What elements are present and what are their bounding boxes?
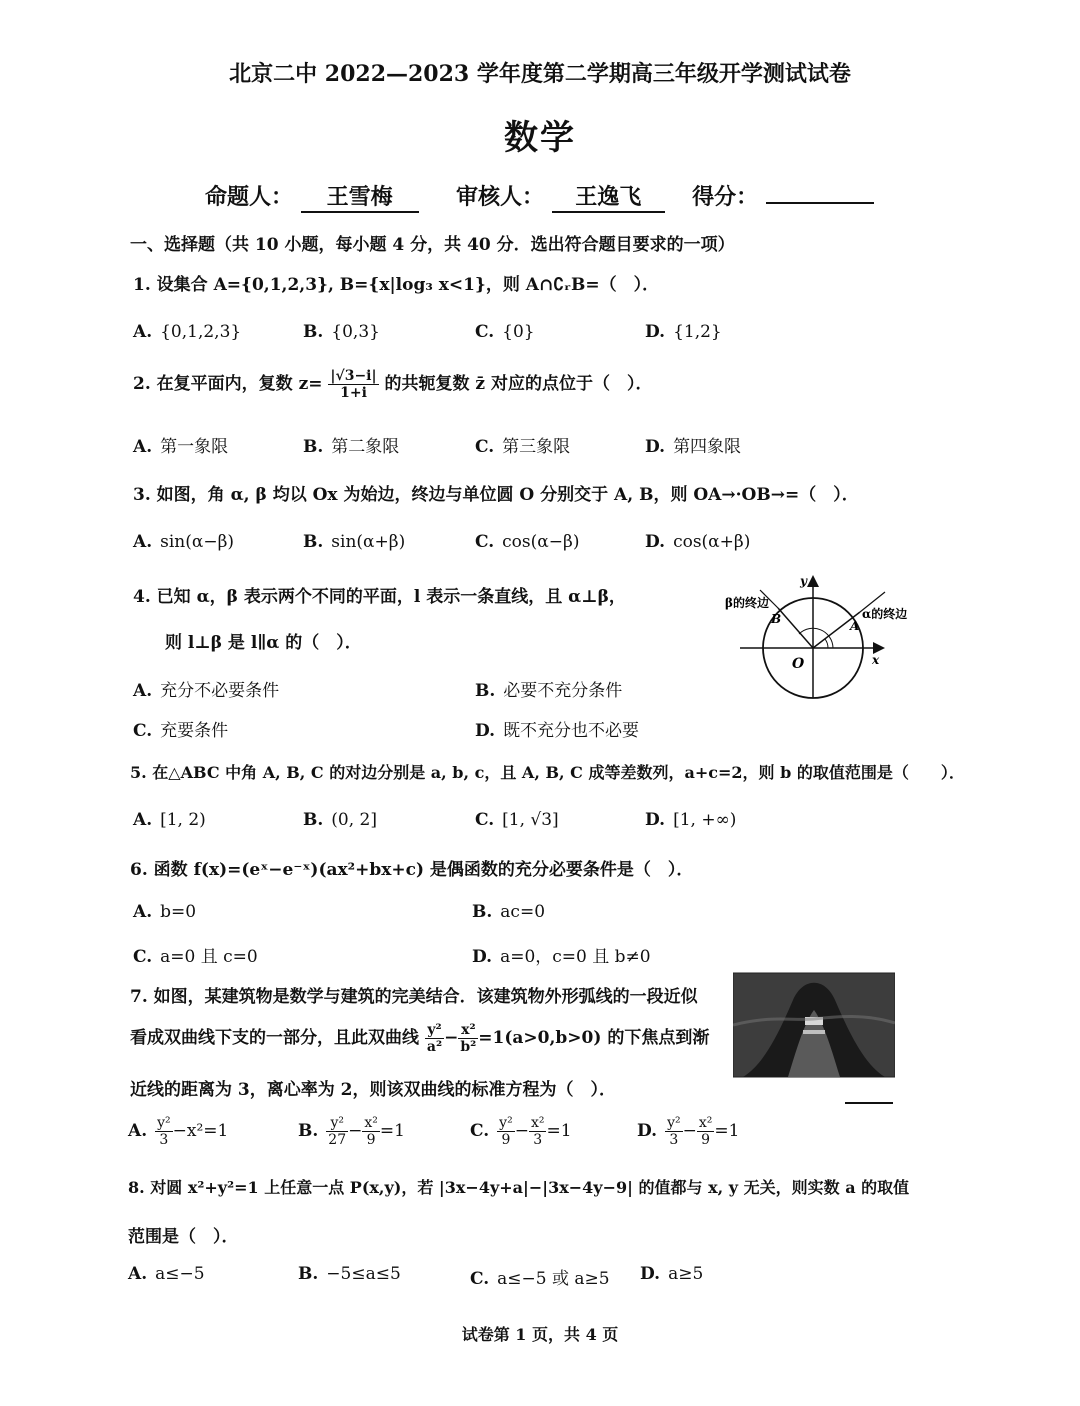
exam-meta xyxy=(205,180,874,213)
q8-option-d[interactable]: D. a≥5 xyxy=(640,1264,704,1284)
q4-option-a[interactable]: A. 充分不必要条件 xyxy=(133,681,280,701)
q5-option-c[interactable]: C. [1, √3] xyxy=(475,810,559,830)
q7-stem-line2: 看成双曲线下支的一部分，且此双曲线 $\frac{\text{y²}}{\text{a²}}$ − $\frac{\text{x²}}{\text{b²}}$ =1(a>0,b>0) 的下焦点到渐 xyxy=(130,1022,710,1055)
section-heading: 一、选择题（共 10 小题，每小题 4 分，共 40 分．选出符合题目要求的一项） xyxy=(130,235,735,255)
q1-option-b[interactable]: B. {0,3} xyxy=(303,322,380,342)
q7-option-b[interactable]: B. $\frac{\text{y²}}{27}$ − $\frac{\text{x²}}{9}$ =1 xyxy=(298,1115,405,1148)
q7-stem-line1: 7. 如图，某建筑物是数学与建筑的完美结合．该建筑物外形弧线的一段近似 xyxy=(130,987,698,1007)
q4-option-c[interactable]: C. 充要条件 xyxy=(133,721,229,741)
q5-stem: 5. 在△ABC 中角 A, B, C 的对边分别是 a, b, c，且 A, B, C 成等差数列，a+c=2，则 b 的取值范围是（ ）． xyxy=(130,763,965,782)
q2-option-d[interactable]: D. 第四象限 xyxy=(645,437,742,457)
q4-option-b[interactable]: B. 必要不充分条件 xyxy=(475,681,623,701)
q6-option-c[interactable]: C. a=0 且 c=0 xyxy=(133,947,258,967)
q5-option-b[interactable]: B. (0, 2] xyxy=(303,810,378,830)
q3-option-a[interactable]: A. sin(α−β) xyxy=(133,532,235,552)
q2-option-b[interactable]: B. 第二象限 xyxy=(303,437,400,457)
q8-option-b[interactable]: B. −5≤a≤5 xyxy=(298,1264,401,1284)
q1-option-a[interactable]: A. {0,1,2,3} xyxy=(133,322,242,342)
q1-option-c[interactable]: C. {0} xyxy=(475,322,535,342)
reviewer-label: 审核人： xyxy=(456,184,545,210)
author-name: 王雪梅 xyxy=(301,180,419,213)
q6-option-a[interactable]: A. b=0 xyxy=(133,902,197,922)
q7-option-a[interactable]: A. $\frac{\text{y²}}{3}$ −x²=1 xyxy=(128,1115,229,1148)
q8-option-a[interactable]: A. a≤−5 xyxy=(128,1264,205,1284)
q6-option-b[interactable]: B. ac=0 xyxy=(472,902,546,922)
q8-option-c[interactable]: C. a≤−5 或 a≥5 xyxy=(470,1269,610,1289)
x-label: x xyxy=(872,653,880,667)
q4-option-d[interactable]: D. 既不充分也不必要 xyxy=(475,721,640,741)
subject-title: 数学 xyxy=(504,118,576,158)
reviewer-name: 王逸飞 xyxy=(552,180,665,213)
q2-fraction: $\frac{|√3-i|}{1+i}$ xyxy=(330,368,377,401)
author-label: 命题人： xyxy=(205,184,294,210)
beta-side-label: β的终边 xyxy=(725,596,769,610)
q5-option-a[interactable]: A. [1, 2) xyxy=(133,810,206,830)
q7-stem-line3: 近线的距离为 3，离心率为 2，则该双曲线的标准方程为（ ）． xyxy=(130,1080,616,1100)
y-label: y xyxy=(800,574,807,588)
exam-title: 北京二中 2022—2023 学年度第二学期高三年级开学测试试卷 xyxy=(229,61,851,87)
q8-stem-line2: 范围是（ ）． xyxy=(128,1227,239,1247)
q2-option-a[interactable]: A. 第一象限 xyxy=(133,437,229,457)
q1-stem: 1. 设集合 A={0,1,2,3}, B={x|log₃ x<1}，则 A∩∁ᵣB=（ ）． xyxy=(133,275,660,295)
building-photo xyxy=(733,955,895,1107)
point-a-label: A xyxy=(850,619,860,633)
q1-option-d[interactable]: D. {1,2} xyxy=(645,322,722,342)
alpha-arc xyxy=(825,639,828,648)
q3-option-b[interactable]: B. sin(α+β) xyxy=(303,532,406,552)
q3-option-c[interactable]: C. cos(α−β) xyxy=(475,532,580,552)
q7-option-c[interactable]: C. $\frac{\text{y²}}{9}$ − $\frac{\text{x²}}{3}$ =1 xyxy=(470,1115,572,1148)
q8-stem-line1: 8. 对圆 x²+y²=1 上任意一点 P(x,y)，若 |3x−4y+a|−|3x−4y−9| 的值都与 x, y 无关，则实数 a 的取值 xyxy=(128,1178,910,1197)
origin-label: O xyxy=(792,656,805,672)
q7-option-d[interactable]: D. $\frac{\text{y²}}{3}$ − $\frac{\text{x²}}{9}$ =1 xyxy=(637,1115,740,1148)
q6-option-d[interactable]: D. a=0，c=0 且 b≠0 xyxy=(472,947,651,967)
q3-option-d[interactable]: D. cos(α+β) xyxy=(645,532,751,552)
score-blank[interactable] xyxy=(766,202,874,204)
alpha-side-label: α的终边 xyxy=(862,607,908,621)
beta-terminal-side xyxy=(778,608,813,648)
q6-stem: 6. 函数 f(x)=(eˣ−e⁻ˣ)(ax²+bx+c) 是偶函数的充分必要条件是（ ）． xyxy=(130,860,694,880)
unit-circle-figure xyxy=(720,570,920,705)
q2-option-c[interactable]: C. 第三象限 xyxy=(475,437,571,457)
q3-stem: 3. 如图，角 α, β 均以 Ox 为始边，终边与单位圆 O 分别交于 A, B，则 OA→·OB→=（ ）． xyxy=(133,485,859,505)
q4-stem-line2: 则 l⊥β 是 l∥α 的（ ）． xyxy=(165,633,362,653)
score-label: 得分： xyxy=(692,184,759,210)
q4-stem-line1: 4. 已知 α，β 表示两个不同的平面，l 表示一条直线，且 α⊥β， xyxy=(133,587,626,607)
point-b-label: B xyxy=(771,612,782,626)
page-footer: 试卷第 1 页，共 4 页 xyxy=(461,1325,619,1344)
q5-option-d[interactable]: D. [1, +∞) xyxy=(645,810,737,830)
q2-stem: 2. 在复平面内，复数 z= $\frac{|√3-i|}{1+i}$ 的共轭复数 z̄ 对应的点位于（ ）． xyxy=(133,368,653,401)
